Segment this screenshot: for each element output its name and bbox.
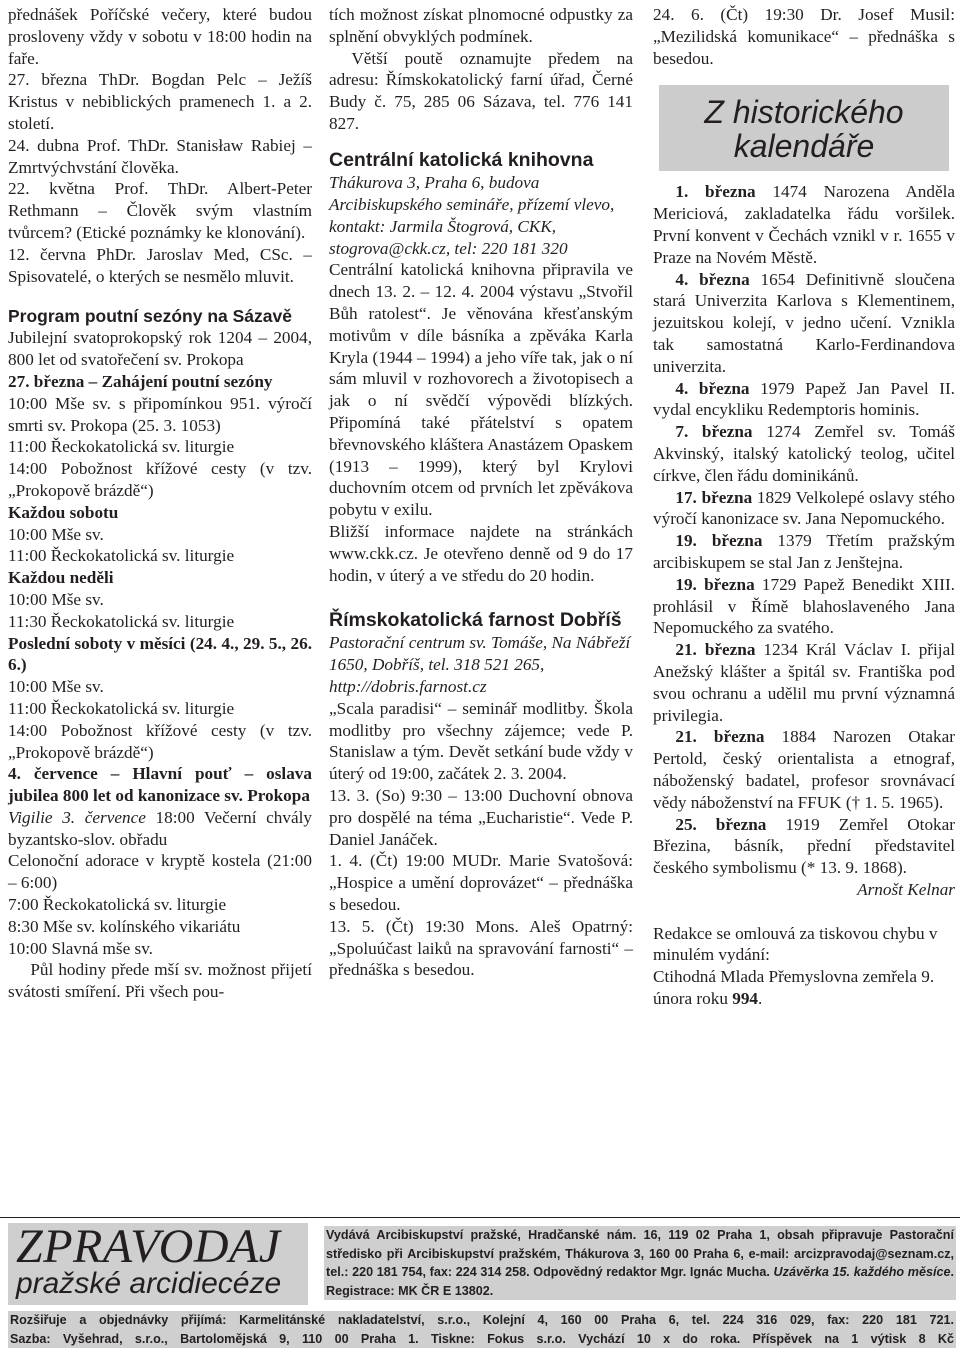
- program-line: 14:00 Pobožnost křížové cesty (v tzv. „Prokopově brázdě“): [8, 459, 312, 500]
- publisher-info: [324, 1226, 956, 1300]
- calendar-entry-date: 25. března: [675, 814, 767, 834]
- program-line: 11:30 Řeckokatolická sv. liturgie: [8, 611, 235, 631]
- calendar-entry-date: 4. března: [675, 378, 750, 398]
- calendar-entry: [653, 574, 955, 639]
- calendar-title-line: Z historického: [704, 94, 904, 131]
- footer-divider: [0, 1217, 960, 1218]
- calendar-entry-text: 1884 Narozen Otakar Pertold, český orientalista a etnograf, náboženský badatel, profesor srovnávací vědy náboženství na FFUK († 1. 5. 1965).: [653, 727, 955, 812]
- program-line: 11:00 Řeckokatolická sv. liturgie: [8, 546, 235, 566]
- column-left: [8, 4, 312, 1003]
- vigil-line: [8, 807, 312, 851]
- calendar-entry-text: 1729 Papež Benedikt XIII. prohlásil v Římě blahoslaveného Jana Nepomuckého za svatého.: [653, 574, 955, 638]
- masthead-logo: [8, 1220, 308, 1305]
- calendar-entry: [653, 487, 955, 531]
- calendar-title-box: [659, 85, 949, 171]
- program-line: 11:00 Řeckokatolická sv. liturgie: [8, 437, 235, 457]
- program-line: 10:00 Mše sv.: [8, 524, 104, 544]
- publisher-text: Vydává Arcibiskupství pražské, Hradčanské nám. 16, 119 02 Praha 1, obsah připravuje Pastorační středisko při Arcibiskupství pražském, Thákurova 3, 160 00 Praha 6, e-mail: arcizpravodaj@seznam.cz, tel.: 220 181 754, fax: 224 314 258. Odpovědný redaktor Mgr. Ignác Mucha.: [326, 1228, 954, 1280]
- column-middle: [329, 4, 633, 981]
- parish-text: „Scala paradisi“ – seminář modlitby. Škola modlitby pro všechny zájemce; vede P. Stanislaw a tým. Devět setkání bude vždy v úterý od 19:00, začátek 2. 3. 2004.: [329, 698, 633, 784]
- library-address: Thákurova 3, Praha 6, budova Arcibiskupského semináře, přízemí vlevo, kontakt: Jarmila Štogrová, CKK, stogrova@ckk.cz, tel: 220 181 320: [329, 173, 615, 258]
- indulgence-text: tích možnost získat plnomocné odpustky za splnění obvyklých podmínek.: [329, 5, 633, 46]
- calendar-entry: [653, 269, 955, 378]
- distribution-line: Rozšiřuje a objednávky přijímá: Karmelitánské nakladatelství, s.r.o., Kolejní 4, 160 00 Praha 6, tel. 224 316 029, fax: 220 181 721.: [10, 1313, 954, 1327]
- calendar-entry-date: 21. března: [675, 727, 765, 747]
- calendar-entry-text: 1919 Zemřel Otokar Březina, básník, přední představitel českého symbolismu (* 13. 9. 1868).: [653, 814, 955, 878]
- erratum-text-a: Ctihodná Mlada Přemyslovna zemřela 9. února roku: [653, 967, 935, 1009]
- lecture-item: 27. března ThDr. Bogdan Pelc – Ježíš Kristus v nebiblických pramenech 1. a 2. století.: [8, 70, 312, 133]
- lecture-item: 12. června PhDr. Jaroslav Med, CSc. – Spisovatelé, o kterých se nesmělo mluvit.: [8, 244, 312, 286]
- calendar-entry: [653, 530, 955, 574]
- lecture-item: 22. května Prof. ThDr. Albert-Peter Rethmann – Člověk svým vlastním tvůrcem? (Etické poznámky ke klonování).: [8, 179, 312, 242]
- program-line: 14:00 Pobožnost křížové cesty (v tzv. „Prokopově brázdě“): [8, 720, 312, 762]
- saturday-heading: Každou sobotu: [8, 502, 119, 522]
- program-line: 11:00 Řeckokatolická sv. liturgie: [8, 698, 235, 718]
- vigil-label: Vigilie 3. července: [8, 807, 146, 827]
- vigil-text: 18:00 Večerní chvály byzantsko-slov. obřadu: [8, 807, 312, 849]
- program-line: 10:00 Mše sv.: [8, 589, 104, 609]
- calendar-entry-text: 1274 Zemřel sv. Tomáš Akvinský, italský katolický teolog, učitel církve, člen řádu dominikánů.: [653, 422, 955, 485]
- calendar-author: Arnošt Kelnar: [857, 879, 955, 899]
- distribution-info: [8, 1311, 956, 1348]
- calendar-entry-text: 1829 Velkolepé oslavy stého výročí kanonizace sv. Jana Nepomuckého.: [653, 487, 955, 529]
- parish-heading: Římskokatolická farnost Dobříš: [329, 609, 622, 632]
- erratum-note: Redakce se omlouvá za tiskovou chybu v minulém vydání:: [653, 923, 938, 965]
- calendar-entry-text: 1654 Definitivně sloučena stará Univerzita Karlova s Klementinem, jezuitskou kolejí, v jedno učení. Vznikla tak samostatná Karlo-Ferdinandova univerzita.: [653, 269, 955, 376]
- erratum-text: [653, 966, 955, 1010]
- lecture-intro: přednášek Poříčské večery, které budou prosloveny vždy v sobotu v 18:00 hodin na faře.: [8, 5, 312, 68]
- calendar-entry-text: 1234 Král Václav I. přijal Anežský klášter a špitál sv. Františka pod svou ochranu a udělil mu první významná privilegia.: [653, 640, 955, 725]
- calendar-entry: [653, 726, 955, 813]
- calendar-entries: [653, 181, 955, 879]
- calendar-entry: [653, 378, 955, 422]
- program-line: 10:00 Mše sv. s připomínkou 951. výročí smrti sv. Prokopa (25. 3. 1053): [8, 393, 312, 435]
- parish-event: 24. 6. (Čt) 19:30 Dr. Josef Musil: „Mezilidská komunikace“ – přednáška s besedou.: [653, 5, 955, 68]
- erratum-text-c: .: [758, 989, 763, 1009]
- parish-address: Pastorační centrum sv. Tomáše, Na Nábřeží 1650, Dobříš, tel. 318 521 265, http://dobris.farnost.cz: [329, 633, 631, 697]
- calendar-entry-text: 1379 Třetím pražským arcibiskupem se stal Jan z Jenštejna.: [653, 531, 955, 572]
- program-line: 10:00 Mše sv.: [8, 677, 104, 697]
- sunday-heading: Každou neděli: [8, 568, 114, 588]
- calendar-entry-date: 7. března: [675, 422, 753, 442]
- program-line: 7:00 Řeckokatolická sv. liturgie: [8, 895, 227, 915]
- calendar-entry-text: 1979 Papež Jan Pavel II. vydal encykliku Redemptoris hominis.: [653, 378, 955, 420]
- program-line: 10:00 Slavná mše sv.: [8, 938, 153, 958]
- program-line: Celonoční adorace v kryptě kostela (21:00 – 6:00): [8, 851, 312, 893]
- column-right: [653, 4, 955, 1010]
- pilgrimage-contact: Větší poutě oznamujte předem na adresu: Římskokatolický farní úřad, Černé Budy č. 75, 285 06 Sázava, tel. 776 141 827.: [329, 48, 633, 133]
- lecture-item: 24. dubna Prof. ThDr. Stanisław Rabiej – Zmrtvýchvstání člověka.: [8, 135, 312, 177]
- logo-title: ZPRAVODAJ: [16, 1220, 281, 1273]
- parish-event: 1. 4. (Čt) 19:00 MUDr. Marie Svatošová: „Hospice a umění doprovázet“ – přednáška s besedou.: [329, 851, 633, 914]
- calendar-entry-date: 1. března: [675, 182, 756, 202]
- calendar-entry: [653, 421, 955, 486]
- program-intro: Jubilejní svatoprokopský rok 1204 – 2004, 800 let od svatořečení sv. Prokopa: [8, 328, 312, 370]
- calendar-entry-date: 19. března: [675, 531, 763, 551]
- library-more: Bližší informace najdete na stránkách www.ckk.cz. Je otevřeno denně od 9 do 17 hodin, v úterý a ve středu do 20 hodin.: [329, 522, 633, 585]
- program-heading: Program poutní sezóny na Sázavě: [8, 306, 292, 327]
- calendar-entry-text: 1474 Narozena Anděla Mericiová, zakladatelka řádu voršilek. První konvent v Čechách vznikl v r. 1655 v Praze na Novém Městě.: [653, 182, 955, 267]
- calendar-title-line: kalendáře: [733, 128, 875, 165]
- july-pilgrimage-heading: 4. července – Hlavní pouť – oslava jubilea 800 let od kanonizace sv. Prokopa: [8, 764, 312, 806]
- registration-text: . Registrace: MK ČR E 13802.: [326, 1265, 955, 1298]
- program-march-27-heading: 27. března – Zahájení poutní sezóny: [8, 371, 273, 391]
- logo-subtitle: pražské arcidiecéze: [16, 1267, 282, 1300]
- calendar-entry: [653, 181, 955, 268]
- parish-event: 13. 5. (Čt) 19:30 Mons. Aleš Opatrný: „Spoluúčast laiků na spravování farnosti“ – přednáška s besedou.: [329, 916, 633, 980]
- calendar-entry: [653, 639, 955, 726]
- last-saturday-heading: Poslední soboty v měsíci (24. 4., 29. 5., 26. 6.): [8, 633, 312, 675]
- calendar-entry-date: 19. března: [675, 574, 755, 594]
- print-line: Sazba: Vyšehrad, s.r.o., Bartolomějská 9, 110 00 Praha 1. Tiskne: Fokus s.r.o. Vychází 10 x do roka. Příspěvek na 1 výtisk 8 Kč: [10, 1331, 954, 1346]
- calendar-entry-date: 21. března: [675, 640, 756, 660]
- library-heading: Centrální katolická knihovna: [329, 148, 594, 171]
- program-line: 8:30 Mše sv. kolínského vikariátu: [8, 916, 241, 936]
- parish-event: 13. 3. (So) 9:30 – 13:00 Duchovní obnova pro dospělé na téma „Eucharistie“. Vede P. Daniel Janáček.: [329, 786, 633, 849]
- deadline-text: Uzávěrka 15. každého měsíce: [773, 1265, 951, 1280]
- calendar-entry-date: 4. března: [675, 269, 750, 289]
- confession-note: Půl hodiny přede mší sv. možnost přijetí svátosti smíření. Při všech pou-: [8, 960, 312, 1002]
- calendar-entry: [653, 814, 955, 879]
- calendar-entry-date: 17. března: [675, 487, 753, 507]
- library-text: Centrální katolická knihovna připravila ve dnech 13. 2. – 12. 4. 2004 výstavu „Stvořil Bůh ratolest“. Je věnována křesťanským motivům v díle básníka a zpěváka Karla Kryla (1944 – 1994) a jeho víře tak, jak o ní sám mluvil v rozhovorech a životopisech a jak o ní svědčí výpovědi blízkých. Připomíná také přátelství s opatem břevnovského kláštera Anastázem Opaskem (1913 – 1999), který byl Krylovi duchovním otcem od prvních let zpěvákova pobytu v exilu.: [329, 260, 633, 520]
- erratum-year: 994: [732, 989, 759, 1009]
